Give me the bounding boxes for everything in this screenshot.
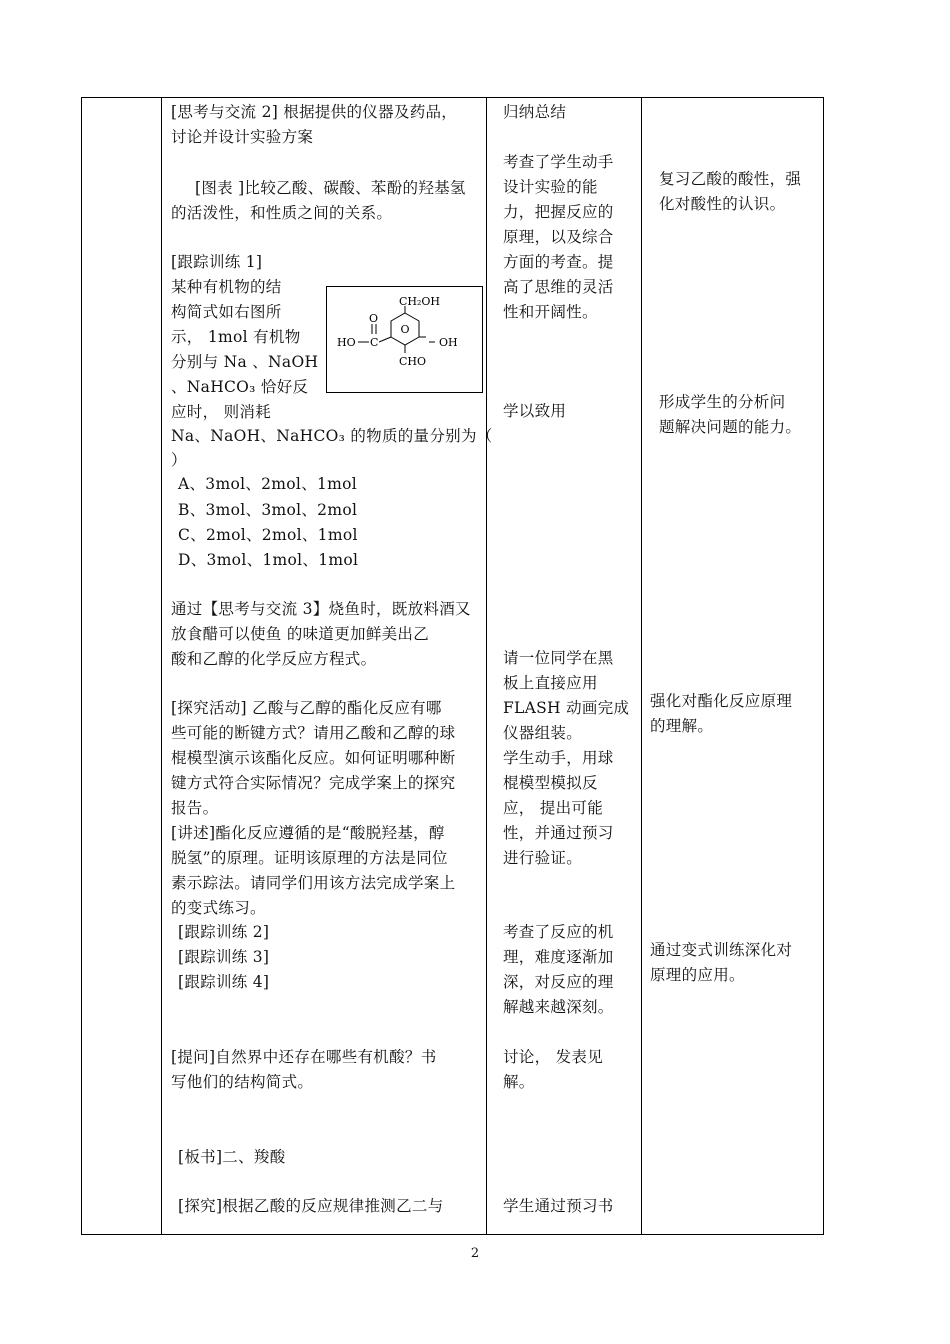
intent-text: 题解决问题的能力。 — [659, 418, 802, 436]
lecture-line4: 的变式练习。 — [171, 899, 266, 917]
student-text: 学生通过预习书 — [503, 1197, 614, 1215]
inquiry-line5: 报告。 — [171, 799, 219, 817]
page-number: 2 — [470, 1246, 480, 1261]
exercise-1-text: 分别与 Na 、NaOH — [171, 353, 319, 371]
lecture-line2: 脱氢”的原理。证明该原理的方法是同位 — [171, 849, 448, 867]
student-summary: 归纳总结 — [503, 103, 567, 121]
discussion-3-line1: 通过【思考与交流 3】烧鱼时，既放料酒又 — [171, 600, 471, 618]
student-text: 应， 提出可能 — [503, 799, 604, 817]
option-b: B、3mol、3mol、2mol — [178, 501, 358, 519]
exercise-2: [跟踪训练 2] — [178, 923, 270, 941]
option-d: D、3mol、1mol、1mol — [178, 551, 359, 569]
explore-line: [探究]根据乙酸的反应规律推测乙二与 — [178, 1197, 444, 1215]
option-c: C、2mol、2mol、1mol — [178, 526, 358, 544]
student-text: 解越来越深刻。 — [503, 998, 614, 1016]
question-line2: 写他们的结构简式。 — [171, 1073, 314, 1091]
student-text: 请一位同学在黑 — [503, 649, 614, 667]
intent-text: 化对酸性的认识。 — [659, 195, 786, 213]
inquiry-line3: 棍模型演示该酯化反应。如何证明哪种断 — [171, 749, 456, 767]
student-text: 学生动手，用球 — [503, 749, 614, 767]
student-text: 棍模型模拟反 — [503, 774, 598, 792]
student-text: 性和开阔性。 — [503, 303, 598, 321]
discussion-2-line1: [思考与交流 2] 根据提供的仪器及药品， — [171, 103, 458, 121]
lesson-plan-table — [81, 97, 824, 1235]
exercise-1-text: 某种有机物的结 — [171, 278, 282, 296]
column-divider-2 — [486, 98, 487, 1234]
cho-label: CHO — [399, 355, 427, 368]
exercise-1-text: 应时， 则消耗 — [171, 403, 272, 421]
discussion-2-line2: 讨论并设计实验方案 — [171, 128, 314, 146]
exercise-4: [跟踪训练 4] — [178, 973, 270, 991]
intent-text: 原理的应用。 — [650, 966, 745, 984]
carbonyl-o-label: O — [369, 312, 379, 325]
student-text: 设计实验的能 — [503, 178, 598, 196]
student-text: 原理，以及综合 — [503, 228, 614, 246]
lecture-line1: [讲述]酯化反应遵循的是“酸脱羟基，醇 — [171, 824, 445, 842]
exercise-1-text: 示， 1mol 有机物 — [171, 328, 301, 346]
discussion-3-line2: 放食醋可以使鱼 的味道更加鲜美出乙 — [171, 625, 430, 643]
intent-text: 通过变式训练深化对 — [650, 941, 793, 959]
ring-o-label: O — [400, 323, 410, 336]
structure-formula-diagram — [327, 287, 482, 392]
structure-formula-box — [326, 286, 483, 393]
student-text: 高了思维的灵活 — [503, 278, 614, 296]
student-text: 力，把握反应的 — [503, 203, 614, 221]
student-text: 考查了反应的机 — [503, 923, 614, 941]
inquiry-line1: [探究活动] 乙酸与乙醇的酯化反应有哪 — [171, 699, 442, 717]
exercise-1-text: Na、NaOH、NaHCO₃ 的物质的量分别为（ — [171, 427, 493, 445]
exercise-1-text: ） — [171, 451, 187, 469]
carboxyl-c-label: C — [370, 336, 379, 349]
intent-text: 形成学生的分析问 — [659, 393, 786, 411]
board-heading: [板书]二、羧酸 — [178, 1148, 286, 1166]
student-text: 仪器组装。 — [503, 724, 583, 742]
student-text: 性，并通过预习 — [503, 824, 614, 842]
chart-compare-line1: [图表 ]比较乙酸、碳酸、苯酚的羟基氢 — [195, 179, 466, 197]
student-text: 进行验证。 — [503, 849, 583, 867]
intent-text: 强化对酯化反应原理 — [650, 692, 793, 710]
student-text: 板上直接应用 — [503, 674, 598, 692]
lecture-line3: 素示踪法。请同学们用该方法完成学案上 — [171, 874, 456, 892]
discussion-3-line3: 酸和乙醇的化学反应方程式。 — [171, 650, 377, 668]
question-line1: [提问]自然界中还存在哪些有机酸？书 — [171, 1048, 437, 1066]
student-apply: 学以致用 — [503, 402, 567, 420]
student-text: 考查了学生动手 — [503, 153, 614, 171]
student-text: FLASH 动画完成 — [503, 699, 630, 717]
intent-text: 复习乙酸的酸性，强 — [659, 170, 802, 188]
student-text: 解。 — [503, 1073, 535, 1091]
exercise-3: [跟踪训练 3] — [178, 948, 270, 966]
ho-label: HO — [337, 336, 356, 349]
exercise-1-text: 、NaHCO₃ 恰好反 — [171, 378, 309, 396]
intent-text: 的理解。 — [650, 717, 714, 735]
option-a: A、3mol、2mol、1mol — [178, 475, 358, 493]
inquiry-line4: 键方式符合实际情况？完成学案上的探究 — [171, 774, 456, 792]
ch2oh-label: CH₂OH — [399, 295, 441, 308]
exercise-1-heading: [跟踪训练 1] — [171, 253, 263, 271]
column-divider-1 — [161, 98, 162, 1234]
inquiry-line2: 些可能的断键方式？请用乙酸和乙醇的球 — [171, 724, 456, 742]
exercise-1-text: 构简式如右图所 — [171, 303, 282, 321]
oh-label: OH — [439, 336, 458, 349]
column-divider-3 — [641, 98, 642, 1234]
student-text: 深，对反应的理 — [503, 973, 614, 991]
student-text: 理，难度逐渐加 — [503, 948, 614, 966]
bond-carboxyl — [379, 337, 391, 342]
student-text: 讨论， 发表见 — [503, 1048, 604, 1066]
chart-compare-line2: 的活泼性，和性质之间的关系。 — [171, 204, 393, 222]
student-text: 方面的考查。提 — [503, 253, 614, 271]
